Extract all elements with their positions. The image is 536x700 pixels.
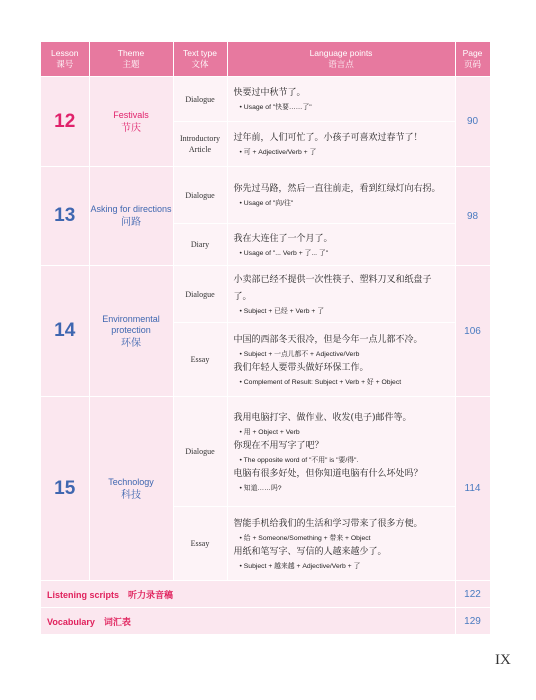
page-number[interactable]: 114 [455,397,490,581]
text-type-label-cont: Article [188,145,212,154]
language-points [227,507,455,581]
header-row [41,42,490,77]
example-sentence: 电脑有很多好处，但你知道电脑有什么坏处吗？ [233,468,423,479]
language-points [227,167,455,224]
example-sentence: 我用电脑打字、做作业、收发(电子)邮件等。 [233,412,412,423]
text-type-label: Dialogue [185,94,215,104]
grammar-note: • Usage of "快要……了" [239,104,312,111]
lesson-row [41,397,490,507]
text-type [173,507,227,581]
example-sentence: 用纸和笔写字、写信的人越来越少了。 [233,546,387,557]
language-points [227,397,455,507]
grammar-note: • 用 + Object + Verb [239,428,300,436]
lesson-number: 13 [41,167,89,266]
lesson-theme [89,266,173,397]
example-sentence: 你现在不用写字了吧？ [233,440,324,451]
theme-zh: 节庆 [121,122,141,134]
example-sentence: 智能手机给我们的生活和学习带来了很多方便。 [233,518,423,529]
example-sentence: 我在大连住了一个月了。 [233,233,333,244]
text-type-label: Introductory [180,134,220,143]
grammar-note: • Subject + 已经 + Verb + 了 [239,307,325,315]
text-type-label: Diary [190,240,210,249]
text-type [173,323,227,397]
example-sentence: 你先过马路，然后一直往前走，看到红绿灯向右拐。 [233,184,441,194]
header-lesson: Lesson 课号 [41,42,89,77]
text-type [173,397,227,507]
footer-label[interactable]: Listening scripts 听力录音稿 [41,581,455,608]
lesson-row [41,266,490,323]
example-sentence: 过年前，人们可忙了。小孩子可喜欢过春节了！ [233,133,423,143]
page-number[interactable]: 90 [455,77,490,167]
grammar-note: • Usage of "... Verb + 了... 了" [239,249,329,257]
footer-row-listening[interactable] [41,581,490,608]
lesson-theme [89,397,173,581]
lesson-number: 14 [41,266,89,397]
footer-row-vocabulary[interactable] [41,608,490,635]
grammar-note: • Subject + 一点儿都不 + Adjective/Verb [239,350,360,358]
text-type-label: Dialogue [185,190,215,200]
toc-table [41,42,491,635]
lesson-theme [89,167,173,266]
footer-page-number: 129 [455,608,490,635]
text-type [173,266,227,323]
example-sentence: 快要过中秋节了。 [233,88,306,98]
page-folio: IX [495,652,511,668]
grammar-note: • Usage of "向/往" [239,200,294,207]
theme-zh: 问路 [121,217,141,228]
theme-en: Asking for directions [90,204,172,214]
page-number[interactable]: 98 [455,167,490,266]
language-points [227,266,455,323]
theme-en: Environmental protection [102,313,160,335]
language-points [227,122,455,167]
grammar-note: • 可 + Adjective/Verb + 了 [239,149,317,156]
lesson-row [41,77,490,122]
header-theme: Theme 主题 [89,42,173,77]
footer-page-number: 122 [455,581,490,608]
grammar-note: • Complement of Result: Subject + Verb + 好 + Object [239,378,402,386]
theme-en: Technology [108,476,154,487]
footer-label[interactable]: Vocabulary 词汇表 [41,608,455,635]
text-type-label: Dialogue [185,447,215,456]
lesson-number: 12 [41,77,89,167]
example-sentence: 我们年轻人要带头做好环保工作。 [233,362,369,373]
header-page: Page 页码 [455,42,490,77]
grammar-note: • The opposite word of "不用" is "要/得". [239,456,359,464]
header-language-points: Language points 语言点 [227,42,455,77]
language-points [227,224,455,266]
text-type-label: Essay [190,539,210,548]
language-points [227,323,455,397]
grammar-note: • 给 + Someone/Something + 带来 + Object [239,534,371,542]
theme-zh: 科技 [121,489,141,501]
example-sentence: 小卖部已经不提供一次性筷子、塑料刀叉和纸盘子了。 [233,274,432,302]
text-type-label: Essay [190,355,210,364]
lesson-number: 15 [41,397,89,581]
example-sentence: 中国的西部冬天很冷，但是今年一点儿都不冷。 [233,334,423,345]
page-number[interactable]: 106 [455,266,490,397]
theme-en: Festivals [113,109,149,120]
theme-zh: 环保 [121,337,141,349]
grammar-note: • Subject + 越来越 + Adjective/Verb + 了 [239,562,361,570]
text-type [173,122,227,167]
text-type-label: Dialogue [185,289,215,299]
language-points [227,77,455,122]
text-type [173,224,227,266]
header-text-type: Text type 文体 [173,42,227,77]
lesson-row [41,167,490,224]
grammar-note: • 知道……吗? [239,484,282,492]
lesson-theme [89,77,173,167]
text-type [173,77,227,122]
text-type [173,167,227,224]
